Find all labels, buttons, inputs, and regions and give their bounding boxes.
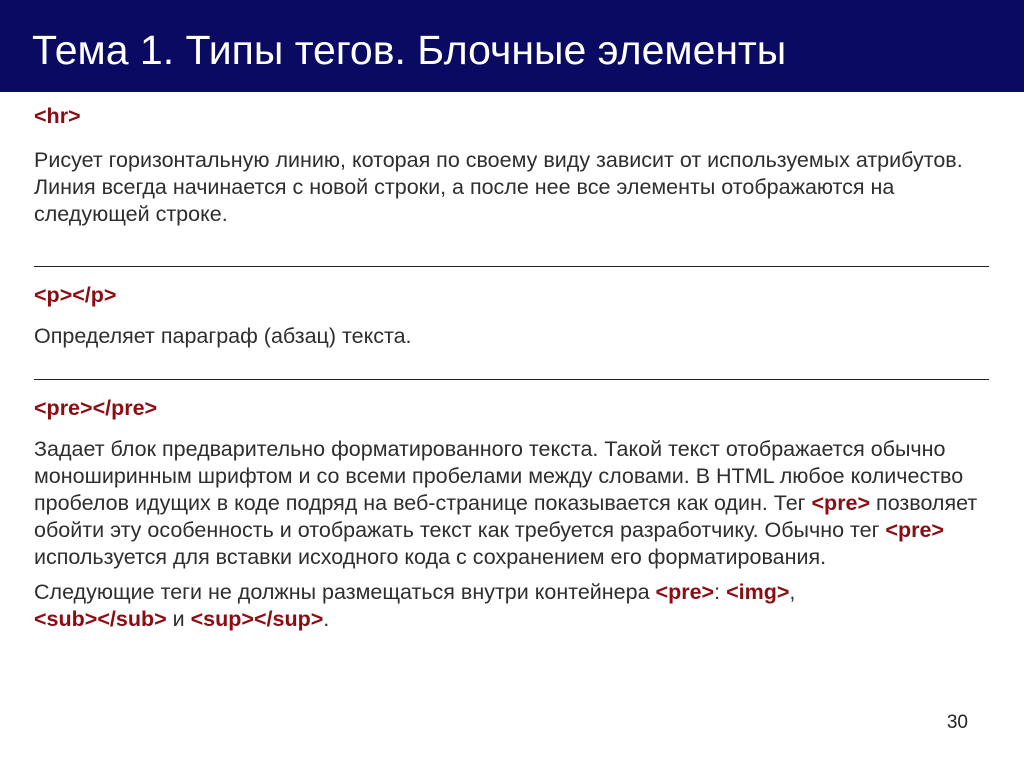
hr-section-heading <box>34 103 994 130</box>
slide-title: Тема 1. Типы тегов. Блочные элементы <box>32 27 787 73</box>
note-colon: : <box>714 580 727 604</box>
note-end: . <box>323 607 330 631</box>
pre-text-part2: позволяет обойти эту особенность и отображать текст как требуется разработчику. Обычно тег <box>34 491 978 542</box>
hr-description: Рисует горизонтальную линию, которая по своему виду зависит от используемых атрибутов. Линия всегда начинается с новой строки, а после нее все элементы отображаются на следующей строке. <box>34 148 963 226</box>
separator-line <box>34 266 989 267</box>
note-comma: , <box>789 580 796 604</box>
slide-content <box>34 100 994 633</box>
pre-text-part1: Задает блок предварительно форматированного текста. Такой текст отображается обычно моноширинным шрифтом и со всеми пробелами между словами. В HTML любое количество пробелов идущих в коде подряд на веб-странице показывается как один. Тег <box>34 437 964 515</box>
pre-tag: <pre></pre> <box>34 396 158 420</box>
separator-line <box>34 379 989 380</box>
p-section-heading <box>34 282 994 309</box>
note-pre-tag: <pre> <box>655 580 715 604</box>
pre-section-heading <box>34 395 994 422</box>
pre-note <box>34 579 979 633</box>
p-description: Определяет параграф (абзац) текста. <box>34 324 412 348</box>
note-sub-tag: <sub></sub> <box>34 607 167 631</box>
pre-inline-tag: <pre> <box>811 491 871 515</box>
pre-description <box>34 436 979 571</box>
note-sup-tag: <sup></sup> <box>190 607 324 631</box>
pre-text-part3: используется для вставки исходного кода с сохранением его форматирования. <box>34 545 827 569</box>
pre-inline-tag: <pre> <box>885 518 944 542</box>
note-img-tag: <img> <box>726 580 790 604</box>
hr-tag: <hr> <box>34 104 81 128</box>
note-and: и <box>166 607 191 631</box>
title-bar <box>0 0 1024 92</box>
p-tag: <p></p> <box>34 283 117 307</box>
note-text: Следующие теги не должны размещаться внутри контейнера <box>34 580 656 604</box>
page-number: 30 <box>946 712 968 733</box>
